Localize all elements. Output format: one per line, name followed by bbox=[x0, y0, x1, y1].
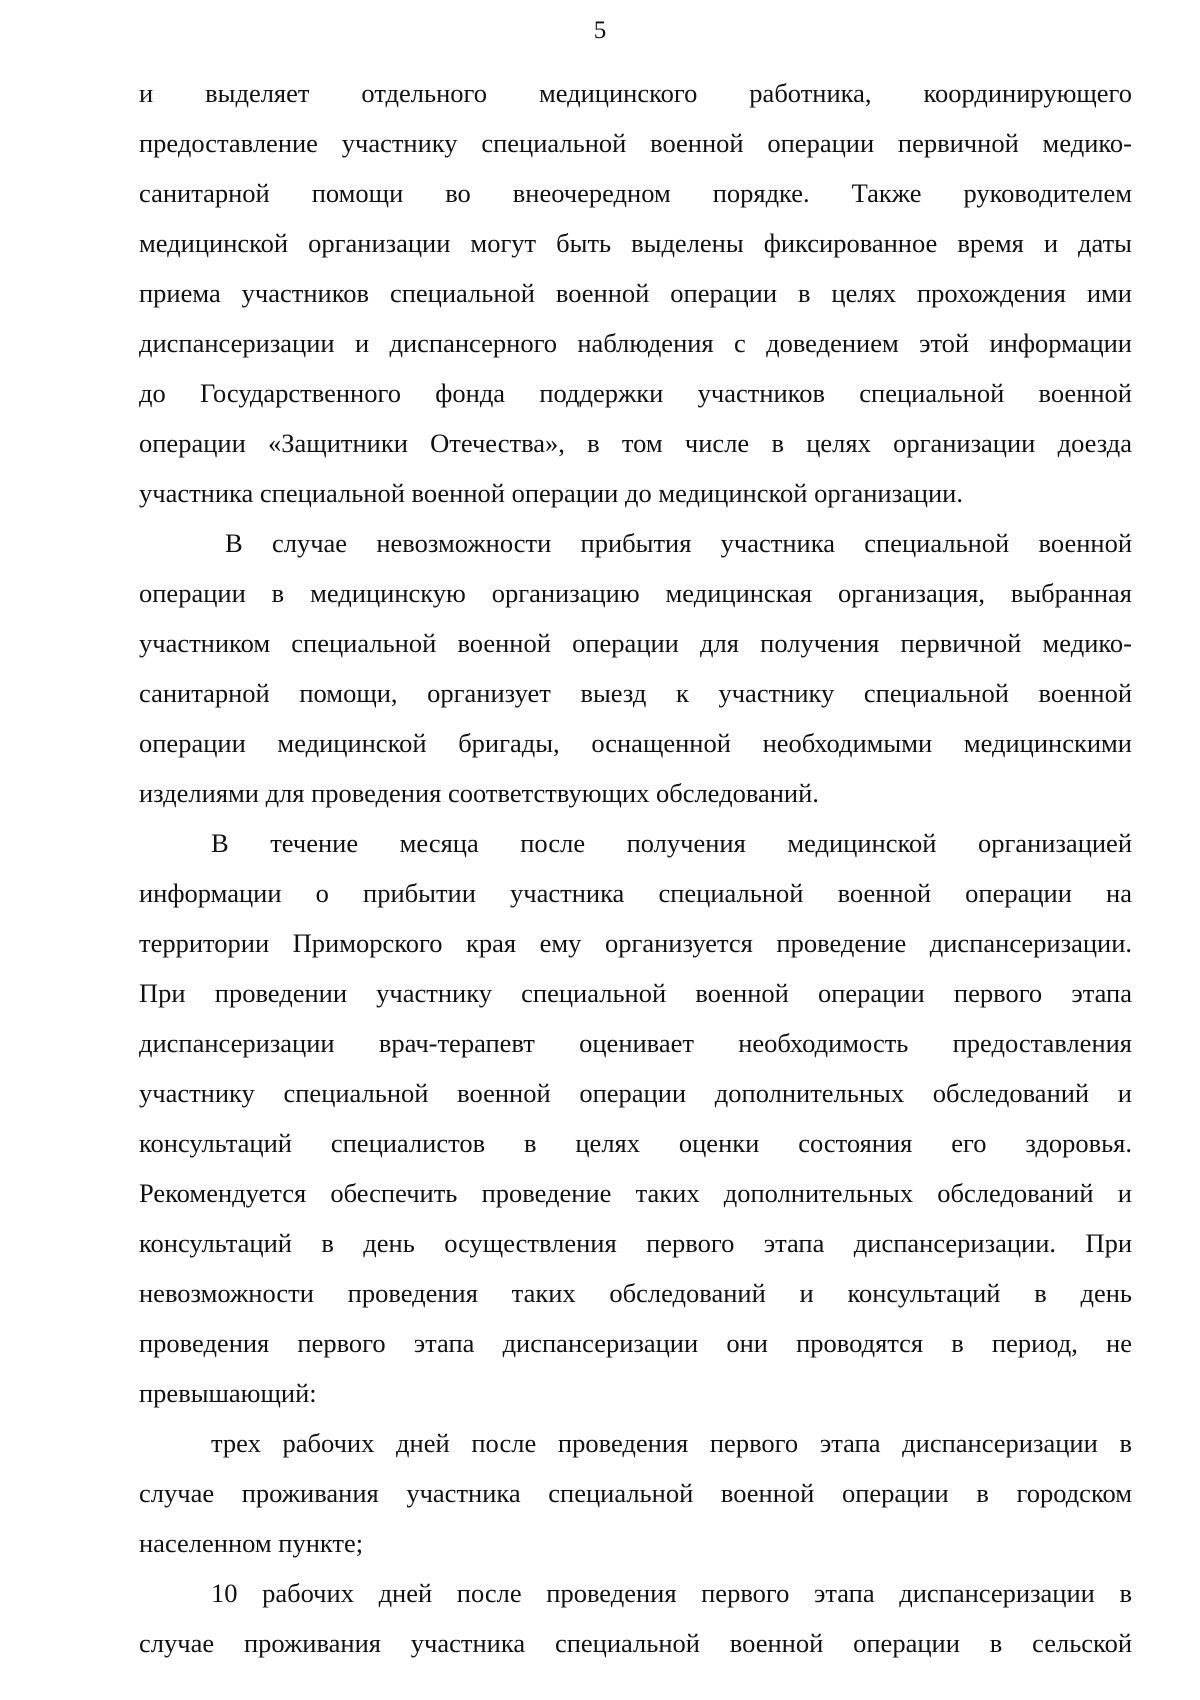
text-line: территории Приморского края ему организуется проведение диспансеризации. bbox=[139, 928, 1132, 958]
text-line: случае проживания участника специальной военной операции в сельской bbox=[139, 1628, 1132, 1658]
paragraph bbox=[139, 518, 1132, 818]
text-line: трех рабочих дней после проведения первого этапа диспансеризации в bbox=[211, 1428, 1132, 1458]
text-line: операции в медицинскую организацию медицинская организация, выбранная bbox=[139, 578, 1132, 608]
text-line: предоставление участнику специальной военной операции первичной медико- bbox=[139, 128, 1132, 158]
text-line: диспансеризации врач-терапевт оценивает необходимость предоставления bbox=[139, 1028, 1132, 1058]
text-line: участнику специальной военной операции дополнительных обследований и bbox=[139, 1078, 1132, 1108]
page-number: 5 bbox=[593, 17, 607, 44]
text-line: санитарной помощи, организует выезд к участнику специальной военной bbox=[139, 678, 1132, 708]
text-line: Рекомендуется обеспечить проведение таких дополнительных обследований и bbox=[139, 1178, 1132, 1208]
text-line: диспансеризации и диспансерного наблюдения с доведением этой информации bbox=[139, 328, 1132, 358]
text-line: При проведении участнику специальной военной операции первого этапа bbox=[139, 978, 1132, 1008]
text-line: консультаций специалистов в целях оценки состояния его здоровья. bbox=[139, 1128, 1132, 1158]
text-line: информации о прибытии участника специальной военной операции на bbox=[139, 878, 1132, 908]
paragraph bbox=[139, 818, 1132, 1418]
text-line: до Государственного фонда поддержки участников специальной военной bbox=[139, 378, 1132, 408]
text-line: случае проживания участника специальной военной операции в городском bbox=[139, 1478, 1132, 1508]
text-line: операции медицинской бригады, оснащенной необходимыми медицинскими bbox=[139, 728, 1132, 758]
text-line: операции «Защитники Отечества», в том числе в целях организации доезда bbox=[139, 428, 1132, 458]
text-line: превышающий: bbox=[139, 1378, 317, 1408]
text-line: медицинской организации могут быть выделены фиксированное время и даты bbox=[139, 228, 1132, 258]
text-line: изделиями для проведения соответствующих обследований. bbox=[139, 778, 819, 808]
text-line: населенном пункте; bbox=[139, 1528, 364, 1558]
text-line: В течение месяца после получения медицинской организацией bbox=[211, 828, 1132, 858]
paragraph bbox=[139, 1418, 1132, 1568]
paragraph bbox=[139, 1568, 1132, 1668]
text-line: 10 рабочих дней после проведения первого этапа диспансеризации в bbox=[211, 1578, 1132, 1608]
text-line: участником специальной военной операции для получения первичной медико- bbox=[139, 628, 1132, 658]
text-line: приема участников специальной военной операции в целях прохождения ими bbox=[139, 278, 1132, 308]
text-line: консультаций в день осуществления первого этапа диспансеризации. При bbox=[139, 1228, 1132, 1258]
text-line: и выделяет отдельного медицинского работника, координирующего bbox=[139, 78, 1132, 108]
text-line: невозможности проведения таких обследований и консультаций в день bbox=[139, 1278, 1132, 1308]
text-line: санитарной помощи во внеочередном порядке. Также руководителем bbox=[139, 178, 1132, 208]
text-line: участника специальной военной операции до медицинской организации. bbox=[139, 478, 963, 508]
text-line: проведения первого этапа диспансеризации они проводятся в период, не bbox=[139, 1328, 1132, 1358]
paragraph bbox=[139, 68, 1132, 518]
text-line: В случае невозможности прибытия участника специальной военной bbox=[225, 528, 1132, 558]
document-body bbox=[139, 68, 1132, 1668]
